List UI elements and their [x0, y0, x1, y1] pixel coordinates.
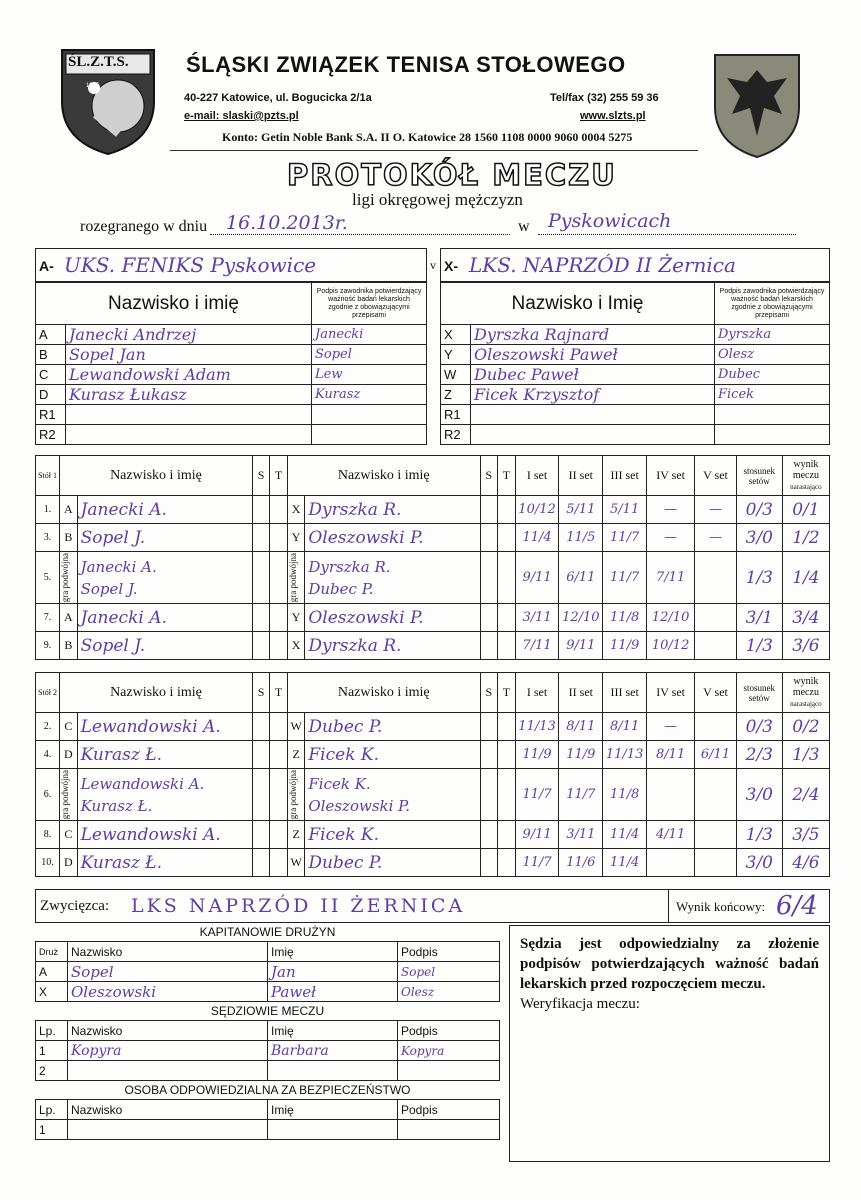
team-x-col-sign: Podpis zawodnika potwierdzający ważność badań lekarskich zgodnie z obowiązującymi przepisami	[715, 283, 830, 325]
match-place[interactable]: Pyskowicach	[548, 210, 672, 232]
set-score[interactable]: 4/11	[647, 821, 695, 849]
team-x-name-row	[440, 248, 830, 282]
set-score[interactable]: —	[647, 496, 695, 524]
captain-row: A Sopel Jan Sopel	[36, 962, 500, 982]
org-web[interactable]: www.slzts.pl	[580, 110, 646, 122]
referee-row: 1 Kopyra Barbara Kopyra	[36, 1041, 500, 1061]
winner-row	[35, 889, 830, 923]
team-a-row: B Sopel Jan Sopel	[36, 345, 427, 365]
winner-value[interactable]: LKS NAPRZÓD II ŻERNICA	[131, 895, 466, 917]
set-score[interactable]: 11/7	[515, 849, 559, 877]
set-ratio[interactable]: 1/3	[736, 632, 782, 660]
played-on-label: rozegranego w dniu	[80, 218, 208, 235]
set-ratio[interactable]: 3/0	[736, 769, 782, 821]
org-email[interactable]: e-mail: slaski@pzts.pl	[184, 110, 299, 122]
team-x-col-name: Nazwisko i Imię	[441, 283, 715, 325]
versus-label: v	[430, 258, 436, 272]
winner-label: Zwycięzca:	[40, 898, 110, 914]
set-score[interactable]: 9/11	[515, 821, 559, 849]
set-score[interactable]: 11/13	[515, 713, 559, 741]
team-x-row: X Dyrszka Rajnard Dyrszka	[441, 325, 830, 345]
set-score[interactable]	[695, 552, 737, 604]
col-result: wynik meczu narastająco	[782, 456, 829, 496]
set-score[interactable]: 12/10	[559, 604, 603, 632]
col-s: S	[480, 673, 498, 713]
referees-title: SĘDZIOWIE MECZU	[210, 1004, 325, 1018]
match-row-doubles: 6. gra podwójna Lewandowski A. Kurasz Ł. gra podwójna Ficek K. Oleszowski P. 11/7 11/7 11/8 3/0 2/4	[36, 769, 830, 821]
col-set2: II set	[559, 456, 603, 496]
set-ratio[interactable]: 0/3	[736, 496, 782, 524]
team-a-prefix: A-	[39, 258, 54, 274]
set-score[interactable]: 10/12	[515, 496, 559, 524]
set-score[interactable]: 10/12	[647, 632, 695, 660]
set-ratio[interactable]: 3/1	[736, 604, 782, 632]
match-row: 7. A Janecki A. Y Oleszowski P. 3/11 12/10 11/8 12/10 3/1 3/4	[36, 604, 830, 632]
match-row: 8. C Lewandowski A. Z Ficek K. 9/11 3/11 11/4 4/11 1/3 3/5	[36, 821, 830, 849]
org-phone: Tel/fax (32) 255 59 36	[550, 92, 659, 104]
player-x[interactable]: Dyrszka R.	[305, 632, 480, 660]
set-score[interactable]	[695, 604, 737, 632]
team-a-row: A Janecki Andrzej Janecki	[36, 325, 427, 345]
col-t: T	[270, 673, 288, 713]
team-a-col-name: Nazwisko i imię	[36, 283, 312, 325]
col-set1: I set	[515, 673, 559, 713]
set-score[interactable]: 11/13	[603, 741, 647, 769]
player-x[interactable]: Oleszowski P.	[305, 524, 480, 552]
set-score[interactable]	[695, 849, 737, 877]
set-score[interactable]: 3/11	[559, 821, 603, 849]
col-t: T	[498, 456, 516, 496]
player-a[interactable]: Lewandowski A. Kurasz Ł.	[77, 769, 252, 821]
player-a[interactable]: Janecki A.	[77, 604, 252, 632]
in-label: w	[518, 218, 530, 235]
match-row: 10. D Kurasz Ł. W Dubec P. 11/7 11/6 11/4 3/0 4/6	[36, 849, 830, 877]
set-score[interactable]: 6/11	[695, 741, 737, 769]
player-a[interactable]: Janecki A.	[77, 496, 252, 524]
doubles-label: gra podwójna	[287, 769, 305, 821]
set-ratio[interactable]: 1/3	[736, 552, 782, 604]
header-divider	[170, 150, 698, 151]
player-x[interactable]: Ficek K.	[305, 821, 480, 849]
set-ratio[interactable]: 2/3	[736, 741, 782, 769]
set-score[interactable]: 11/4	[603, 821, 647, 849]
logo-year: 1925	[86, 83, 100, 89]
team-a-row: R1	[36, 405, 427, 425]
col-set3: III set	[603, 673, 647, 713]
team-x-row: Z Ficek Krzysztof Ficek	[441, 385, 830, 405]
set-score[interactable]: 8/11	[559, 713, 603, 741]
player-a[interactable]: Kurasz Ł.	[77, 741, 252, 769]
table-number: Stół 1	[36, 456, 60, 496]
set-score[interactable]	[695, 713, 737, 741]
org-name: ŚLĄSKI ZWIĄZEK TENISA STOŁOWEGO	[186, 52, 626, 77]
team-a-row: R2	[36, 425, 427, 445]
col-set4: IV set	[647, 673, 695, 713]
running-result[interactable]: 0/1	[782, 496, 829, 524]
set-ratio[interactable]: 3/0	[736, 849, 782, 877]
captains-section	[35, 925, 500, 1140]
set-ratio[interactable]: 3/0	[736, 524, 782, 552]
set-score[interactable]: 11/9	[559, 741, 603, 769]
set-score[interactable]: 11/7	[603, 524, 647, 552]
team-a-box	[35, 248, 427, 445]
set-score[interactable]: 11/7	[559, 769, 603, 821]
col-set2: II set	[559, 673, 603, 713]
set-score[interactable]: —	[647, 524, 695, 552]
player-x[interactable]: Dyrszka R. Dubec P.	[305, 552, 480, 604]
date-line	[210, 234, 510, 235]
team-x-roster	[440, 282, 830, 445]
player-a[interactable]: Sopel J.	[77, 524, 252, 552]
set-score[interactable]: 8/11	[603, 713, 647, 741]
player-x[interactable]: Ficek K.	[305, 741, 480, 769]
silesia-coat-of-arms	[712, 52, 802, 160]
match-row-doubles: 5. gra podwójna Janecki A. Sopel J. gra podwójna Dyrszka R. Dubec P. 9/11 6/11 11/7 7/11 1/3 1/4	[36, 552, 830, 604]
match-row: 1. A Janecki A. X Dyrszka R. 10/12 5/11 5/11 — — 0/3 0/1	[36, 496, 830, 524]
running-result[interactable]: 3/6	[782, 632, 829, 660]
match-table-1	[35, 455, 830, 660]
set-score[interactable]	[695, 821, 737, 849]
org-address: 40-227 Katowice, ul. Bogucicka 2/1a	[184, 92, 372, 104]
team-x-box	[440, 248, 830, 445]
col-set4: IV set	[647, 456, 695, 496]
col-ratio: stosunek setów	[736, 673, 782, 713]
running-result[interactable]: 1/3	[782, 741, 829, 769]
doubles-label: gra podwójna	[60, 552, 78, 604]
col-ratio: stosunek setów	[736, 456, 782, 496]
team-a-name[interactable]: UKS. FENIKS Pyskowice	[64, 253, 317, 277]
team-x-row: R1	[441, 405, 830, 425]
place-line	[538, 234, 796, 235]
team-a-row: C Lewandowski Adam Lew	[36, 365, 427, 385]
match-row: 2. C Lewandowski A. W Dubec P. 11/13 8/11 8/11 — 0/3 0/2	[36, 713, 830, 741]
set-score[interactable]: 11/7	[515, 769, 559, 821]
referee-note-box	[509, 925, 830, 1162]
player-a[interactable]: Lewandowski A.	[77, 821, 252, 849]
player-x[interactable]: Ficek K. Oleszowski P.	[305, 769, 480, 821]
set-score[interactable]	[647, 769, 695, 821]
doubles-label: gra podwójna	[287, 552, 305, 604]
running-result[interactable]: 3/4	[782, 604, 829, 632]
col-player-a: Nazwisko i imię	[60, 456, 253, 496]
running-result[interactable]: 2/4	[782, 769, 829, 821]
set-score[interactable]: 11/7	[603, 552, 647, 604]
team-a-row: D Kurasz Łukasz Kurasz	[36, 385, 427, 405]
match-row: 3. B Sopel J. Y Oleszowski P. 11/4 11/5 11/7 — — 3/0 1/2	[36, 524, 830, 552]
col-player-x: Nazwisko i imię	[287, 456, 480, 496]
col-s: S	[252, 456, 270, 496]
referee-note-text: Sędzia jest odpowiedzialny za złożenie podpisów potwierdzających ważność badań lekarskich przed rozpoczęciem meczu.	[520, 936, 819, 992]
team-x-row: R2	[441, 425, 830, 445]
set-score[interactable]: 5/11	[603, 496, 647, 524]
verification-label: Weryfikacja meczu:	[520, 996, 640, 1012]
player-x[interactable]: Dubec P.	[305, 849, 480, 877]
final-score-label: Wynik końcowy:	[676, 899, 766, 914]
col-set3: III set	[603, 456, 647, 496]
logo-text: ŚL.Z.T.S.	[68, 54, 129, 70]
set-score[interactable]: 11/8	[603, 604, 647, 632]
col-player-a: Nazwisko i imię	[60, 673, 253, 713]
set-score[interactable]: 11/8	[603, 769, 647, 821]
running-result[interactable]: 1/4	[782, 552, 829, 604]
doubles-label: gra podwójna	[60, 769, 78, 821]
set-score[interactable]: —	[695, 524, 737, 552]
set-score[interactable]: 7/11	[647, 552, 695, 604]
protocol-subtitle: ligi okręgowej mężczyzn	[352, 190, 523, 209]
col-t: T	[270, 456, 288, 496]
match-date[interactable]: 16.10.2013r.	[226, 212, 348, 234]
set-score[interactable]: 6/11	[559, 552, 603, 604]
team-a-col-sign: Podpis zawodnika potwierdzający ważność badań lekarskich zgodnie z obowiązującymi przepisami	[312, 283, 427, 325]
team-x-prefix: X-	[444, 258, 458, 274]
set-score[interactable]: 8/11	[647, 741, 695, 769]
player-a[interactable]: Kurasz Ł.	[77, 849, 252, 877]
player-a[interactable]: Lewandowski A.	[77, 713, 252, 741]
col-result: wynik meczu narastająco	[782, 673, 829, 713]
bank-account: Konto: Getin Noble Bank S.A. II O. Katowice 28 1560 1108 0000 9060 0004 5275	[222, 130, 633, 144]
team-a-roster	[35, 282, 427, 445]
set-score[interactable]: 11/6	[559, 849, 603, 877]
col-set5: V set	[695, 673, 737, 713]
player-a[interactable]: Janecki A. Sopel J.	[77, 552, 252, 604]
player-a[interactable]: Sopel J.	[77, 632, 252, 660]
team-x-row: Y Oleszowski Paweł Olesz	[441, 345, 830, 365]
safety-table: Lp. Nazwisko Imię Podpis 1	[35, 1099, 500, 1140]
set-score[interactable]: 11/4	[603, 849, 647, 877]
set-score[interactable]	[695, 769, 737, 821]
set-score[interactable]: 7/11	[515, 632, 559, 660]
safety-title: OSOBA ODPOWIEDZIALNA ZA BEZPIECZEŃSTWO	[124, 1083, 411, 1097]
set-score[interactable]: 11/9	[603, 632, 647, 660]
running-result[interactable]: 1/2	[782, 524, 829, 552]
running-result[interactable]: 0/2	[782, 713, 829, 741]
match-table-2	[35, 672, 830, 877]
captain-row: X Oleszowski Paweł Olesz	[36, 982, 500, 1002]
set-score[interactable]: —	[647, 713, 695, 741]
col-set5: V set	[695, 456, 737, 496]
set-score[interactable]: 9/11	[559, 632, 603, 660]
team-x-name[interactable]: LKS. NAPRZÓD II Żernica	[469, 253, 736, 277]
pzts-logo	[58, 46, 158, 156]
safety-row: 1	[36, 1120, 500, 1140]
table-number: Stół 2	[36, 673, 60, 713]
col-s: S	[252, 673, 270, 713]
match-row: 9. B Sopel J. X Dyrszka R. 7/11 9/11 11/9 10/12 1/3 3/6	[36, 632, 830, 660]
protocol-title: PROTOKÓŁ MECZU	[287, 158, 617, 192]
team-a-name-row	[35, 248, 427, 282]
col-s: S	[480, 456, 498, 496]
set-score[interactable]: 3/11	[515, 604, 559, 632]
col-t: T	[498, 673, 516, 713]
running-result[interactable]: 4/6	[782, 849, 829, 877]
set-ratio[interactable]: 1/3	[736, 821, 782, 849]
set-ratio[interactable]: 0/3	[736, 713, 782, 741]
col-player-x: Nazwisko i imię	[287, 673, 480, 713]
referee-row: 2	[36, 1061, 500, 1081]
final-score-value[interactable]: 6/4	[776, 891, 818, 921]
running-result[interactable]: 3/5	[782, 821, 829, 849]
set-score[interactable]: —	[695, 496, 737, 524]
player-x[interactable]: Oleszowski P.	[305, 604, 480, 632]
captains-table: Druż Nazwisko Imię Podpis A Sopel Jan Sopel X Oleszowski Paweł Olesz	[35, 941, 500, 1002]
set-score[interactable]: 11/5	[559, 524, 603, 552]
captains-title: KAPITANOWIE DRUŻYN	[199, 925, 336, 939]
set-score[interactable]: 11/9	[515, 741, 559, 769]
set-score[interactable]: 9/11	[515, 552, 559, 604]
set-score[interactable]: 5/11	[559, 496, 603, 524]
player-x[interactable]: Dyrszka R.	[305, 496, 480, 524]
set-score[interactable]	[695, 632, 737, 660]
set-score[interactable]	[647, 849, 695, 877]
team-x-row: W Dubec Paweł Dubec	[441, 365, 830, 385]
match-row: 4. D Kurasz Ł. Z Ficek K. 11/9 11/9 11/13 8/11 6/11 2/3 1/3	[36, 741, 830, 769]
referees-table: Lp. Nazwisko Imię Podpis 1 Kopyra Barbara Kopyra 2	[35, 1020, 500, 1081]
col-set1: I set	[515, 456, 559, 496]
set-score[interactable]: 11/4	[515, 524, 559, 552]
player-x[interactable]: Dubec P.	[305, 713, 480, 741]
set-score[interactable]: 12/10	[647, 604, 695, 632]
